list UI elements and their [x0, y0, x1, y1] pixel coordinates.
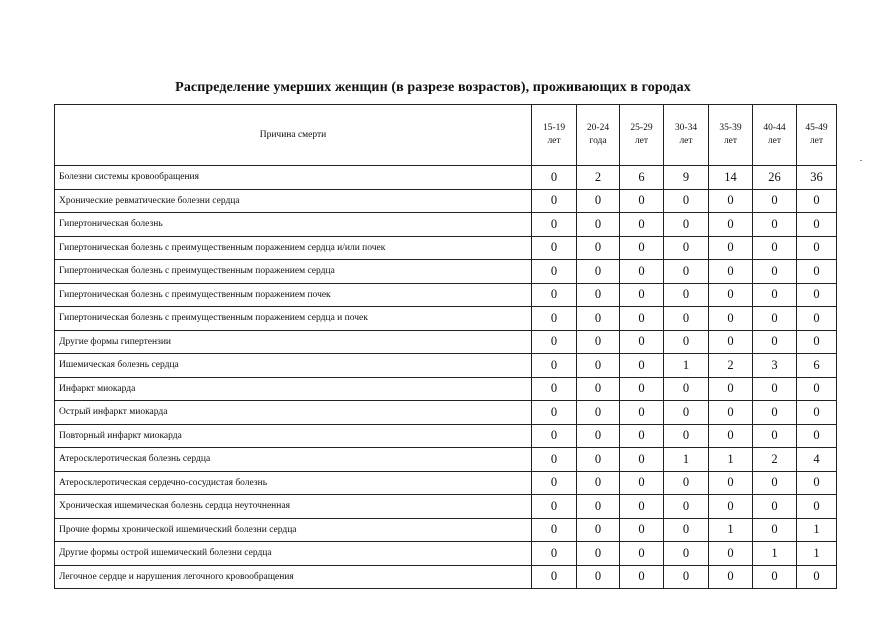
value-cell: 0	[709, 495, 753, 519]
value-cell: 0	[577, 424, 620, 448]
table-row	[55, 495, 837, 519]
value-cell: 0	[577, 236, 620, 260]
value-cell: 0	[577, 471, 620, 495]
value-cell: 26	[753, 166, 797, 190]
value-cell: 36	[797, 166, 837, 190]
cause-cell: Гипертоническая болезнь с преимущественным поражением сердца	[55, 260, 532, 284]
value-cell: 0	[709, 401, 753, 425]
value-cell: 0	[709, 424, 753, 448]
value-cell: 0	[532, 283, 577, 307]
table-row	[55, 542, 837, 566]
value-cell: 0	[620, 471, 664, 495]
age-unit: лет	[723, 136, 738, 146]
value-cell: 0	[709, 213, 753, 237]
value-cell: 0	[577, 354, 620, 378]
age-range: 15-19	[542, 123, 566, 133]
age-range: 45-49	[805, 123, 828, 133]
value-cell: 0	[664, 495, 709, 519]
value-cell: 0	[664, 401, 709, 425]
value-cell: 0	[577, 307, 620, 331]
value-cell: 0	[532, 354, 577, 378]
table-row	[55, 307, 837, 331]
value-cell: 0	[577, 495, 620, 519]
value-cell: 0	[753, 213, 797, 237]
header-age-col	[709, 105, 753, 166]
value-cell: 0	[664, 283, 709, 307]
header-age-col	[664, 105, 709, 166]
value-cell: 0	[709, 307, 753, 331]
value-cell: 0	[709, 542, 753, 566]
value-cell: 0	[532, 307, 577, 331]
value-cell: 0	[620, 307, 664, 331]
table-row	[55, 166, 837, 190]
value-cell: 0	[664, 542, 709, 566]
value-cell: 0	[664, 213, 709, 237]
mortality-table	[54, 104, 837, 589]
value-cell: 0	[620, 565, 664, 589]
value-cell: 0	[532, 542, 577, 566]
header-age-col	[620, 105, 664, 166]
value-cell: 0	[797, 213, 837, 237]
value-cell: 0	[577, 401, 620, 425]
value-cell: 0	[532, 260, 577, 284]
value-cell: 0	[709, 189, 753, 213]
value-cell: 2	[753, 448, 797, 472]
value-cell: 0	[753, 518, 797, 542]
header-age-col	[753, 105, 797, 166]
value-cell: 0	[753, 495, 797, 519]
value-cell: 0	[753, 307, 797, 331]
value-cell: 0	[620, 495, 664, 519]
scan-speck	[860, 160, 862, 161]
value-cell: 0	[664, 377, 709, 401]
value-cell: 0	[797, 401, 837, 425]
value-cell: 1	[797, 518, 837, 542]
value-cell: 0	[664, 236, 709, 260]
value-cell: 0	[620, 213, 664, 237]
value-cell: 0	[797, 260, 837, 284]
value-cell: 0	[620, 330, 664, 354]
table-body	[55, 166, 837, 589]
value-cell: 4	[797, 448, 837, 472]
table-row	[55, 283, 837, 307]
value-cell: 0	[577, 260, 620, 284]
value-cell: 0	[620, 424, 664, 448]
value-cell: 0	[532, 401, 577, 425]
cause-cell: Острый инфаркт миокарда	[55, 401, 532, 425]
value-cell: 0	[797, 236, 837, 260]
age-unit: лет	[767, 136, 782, 146]
cause-cell: Гипертоническая болезнь	[55, 213, 532, 237]
value-cell: 0	[664, 307, 709, 331]
value-cell: 1	[664, 354, 709, 378]
value-cell: 0	[709, 330, 753, 354]
value-cell: 0	[797, 471, 837, 495]
value-cell: 2	[709, 354, 753, 378]
value-cell: 0	[797, 330, 837, 354]
value-cell: 0	[753, 236, 797, 260]
table-row	[55, 565, 837, 589]
value-cell: 0	[709, 565, 753, 589]
value-cell: 0	[620, 189, 664, 213]
value-cell: 0	[797, 307, 837, 331]
table-row	[55, 471, 837, 495]
value-cell: 0	[753, 377, 797, 401]
value-cell: 0	[620, 283, 664, 307]
table-header	[55, 105, 837, 166]
value-cell: 0	[532, 495, 577, 519]
age-range: 25-29	[630, 123, 653, 133]
value-cell: 0	[577, 377, 620, 401]
value-cell: 0	[664, 471, 709, 495]
value-cell: 0	[620, 401, 664, 425]
value-cell: 0	[532, 424, 577, 448]
cause-cell: Легочное сердце и нарушения легочного кровообращения	[55, 565, 532, 589]
cause-cell: Атеросклеротическая сердечно-сосудистая болезнь	[55, 471, 532, 495]
value-cell: 0	[664, 189, 709, 213]
value-cell: 14	[709, 166, 753, 190]
header-age-col	[577, 105, 620, 166]
value-cell: 0	[753, 283, 797, 307]
age-unit: лет	[679, 136, 693, 146]
header-age-col	[532, 105, 577, 166]
age-unit: лет	[809, 136, 824, 146]
value-cell: 1	[753, 542, 797, 566]
age-unit: лет	[634, 136, 649, 146]
age-range: 40-44	[763, 123, 786, 133]
value-cell: 0	[620, 542, 664, 566]
cause-cell: Другие формы острой ишемический болезни сердца	[55, 542, 532, 566]
cause-cell: Повторный инфаркт миокарда	[55, 424, 532, 448]
value-cell: 0	[797, 189, 837, 213]
value-cell: 0	[577, 542, 620, 566]
value-cell: 0	[532, 330, 577, 354]
value-cell: 0	[532, 377, 577, 401]
cause-cell: Атеросклеротическая болезнь сердца	[55, 448, 532, 472]
table-row	[55, 377, 837, 401]
cause-cell: Прочие формы хронической ишемический болезни сердца	[55, 518, 532, 542]
table-row	[55, 189, 837, 213]
value-cell: 0	[753, 401, 797, 425]
value-cell: 0	[709, 236, 753, 260]
value-cell: 9	[664, 166, 709, 190]
value-cell: 0	[753, 471, 797, 495]
table-row	[55, 213, 837, 237]
age-unit: года	[589, 136, 607, 146]
table-row	[55, 401, 837, 425]
value-cell: 0	[753, 424, 797, 448]
value-cell: 0	[664, 518, 709, 542]
value-cell: 0	[532, 565, 577, 589]
value-cell: 0	[620, 448, 664, 472]
value-cell: 0	[753, 565, 797, 589]
value-cell: 6	[620, 166, 664, 190]
value-cell: 0	[753, 330, 797, 354]
value-cell: 0	[532, 236, 577, 260]
value-cell: 0	[532, 518, 577, 542]
table-row	[55, 260, 837, 284]
value-cell: 0	[797, 424, 837, 448]
value-cell: 0	[577, 518, 620, 542]
value-cell: 3	[753, 354, 797, 378]
table-row	[55, 354, 837, 378]
cause-cell: Болезни системы кровообращения	[55, 166, 532, 190]
cause-cell: Гипертоническая болезнь с преимущественным поражением сердца и почек	[55, 307, 532, 331]
cause-cell: Другие формы гипертензии	[55, 330, 532, 354]
value-cell: 0	[797, 565, 837, 589]
table-row	[55, 330, 837, 354]
value-cell: 0	[664, 424, 709, 448]
value-cell: 0	[532, 189, 577, 213]
value-cell: 0	[753, 260, 797, 284]
value-cell: 0	[797, 283, 837, 307]
cause-cell: Инфаркт миокарда	[55, 377, 532, 401]
table-row	[55, 518, 837, 542]
value-cell: 0	[577, 330, 620, 354]
table-row	[55, 424, 837, 448]
header-row	[55, 105, 837, 166]
table-row	[55, 236, 837, 260]
value-cell: 0	[532, 448, 577, 472]
age-unit: лет	[547, 136, 561, 146]
header-age-col	[797, 105, 837, 166]
value-cell: 0	[797, 495, 837, 519]
age-range: 20-24	[586, 123, 610, 133]
value-cell: 1	[709, 518, 753, 542]
value-cell: 0	[709, 471, 753, 495]
value-cell: 0	[709, 377, 753, 401]
value-cell: 0	[577, 213, 620, 237]
value-cell: 0	[532, 213, 577, 237]
value-cell: 0	[664, 565, 709, 589]
value-cell: 0	[620, 518, 664, 542]
value-cell: 0	[709, 260, 753, 284]
cause-cell: Хроническая ишемическая болезнь сердца неуточненная	[55, 495, 532, 519]
value-cell: 0	[620, 260, 664, 284]
value-cell: 0	[620, 377, 664, 401]
value-cell: 0	[532, 471, 577, 495]
page-title: Распределение умерших женщин (в разрезе возрастов), проживающих в городах	[175, 80, 691, 95]
value-cell: 2	[577, 166, 620, 190]
value-cell: 1	[797, 542, 837, 566]
age-range: 35-39	[719, 123, 742, 133]
value-cell: 0	[620, 354, 664, 378]
value-cell: 0	[664, 260, 709, 284]
cause-cell: Гипертоническая болезнь с преимущественным поражением сердца и/или почек	[55, 236, 532, 260]
header-cause: Причина смерти	[55, 105, 532, 166]
age-range: 30-34	[674, 123, 698, 133]
value-cell: 0	[577, 283, 620, 307]
value-cell: 1	[664, 448, 709, 472]
value-cell: 0	[577, 448, 620, 472]
table-row	[55, 448, 837, 472]
value-cell: 6	[797, 354, 837, 378]
cause-cell: Ишемическая болезнь сердца	[55, 354, 532, 378]
value-cell: 0	[709, 283, 753, 307]
value-cell: 0	[577, 565, 620, 589]
value-cell: 0	[753, 189, 797, 213]
value-cell: 0	[532, 166, 577, 190]
value-cell: 0	[664, 330, 709, 354]
value-cell: 1	[709, 448, 753, 472]
value-cell: 0	[620, 236, 664, 260]
cause-cell: Гипертоническая болезнь с преимущественным поражением почек	[55, 283, 532, 307]
value-cell: 0	[577, 189, 620, 213]
value-cell: 0	[797, 377, 837, 401]
cause-cell: Хронические ревматические болезни сердца	[55, 189, 532, 213]
